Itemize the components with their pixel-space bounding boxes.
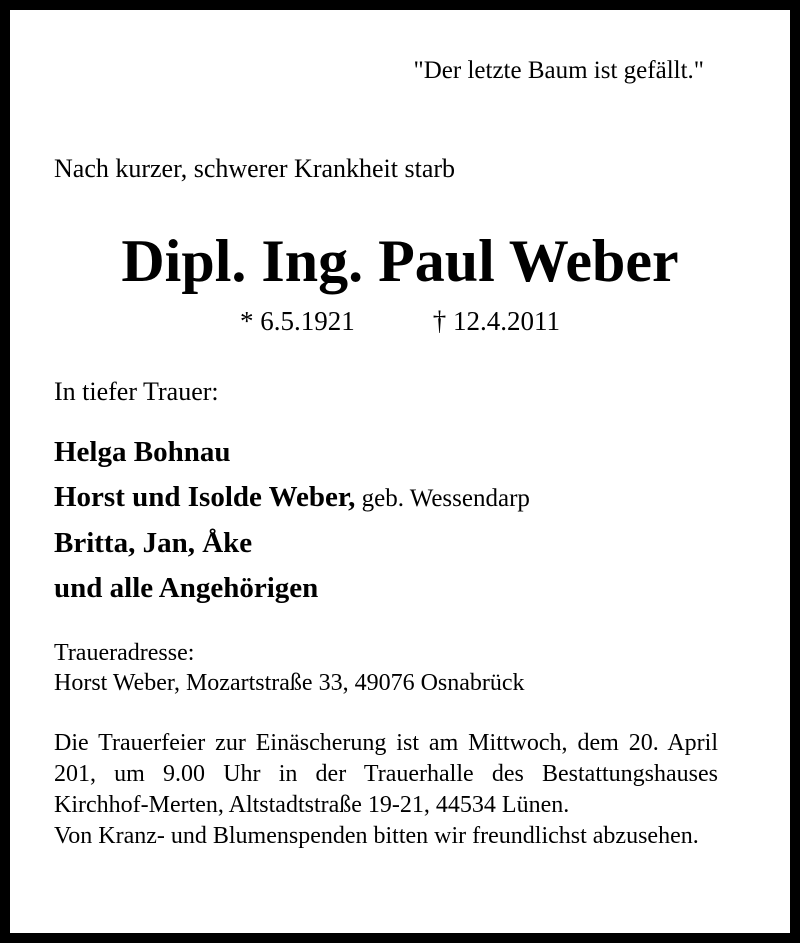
death-date: † 12.4.2011 [432,306,560,336]
family-line: Britta, Jan, Åke [54,527,253,559]
address-label: Traueradresse: [54,640,195,666]
quote: "Der letzte Baum ist gefällt." [413,57,704,84]
family-list [54,430,530,611]
deceased-name: Dipl. Ing. Paul Weber [121,228,679,294]
address: Horst Weber, Mozartstraße 33, 49076 Osnabrück [54,670,525,696]
intro-text: Nach kurzer, schwerer Krankheit starb [54,154,456,183]
birth-date: * 6.5.1921 [240,306,355,336]
maiden-name: geb. Wessendarp [355,485,530,512]
family-line [54,475,530,521]
flowers-text: Von Kranz- und Blumenspenden bitten wir freundlichst abzusehen. [54,823,699,849]
ceremony-text: Die Trauerfeier zur Einäscherung ist am Mittwoch, dem 20. April 201, um 9.00 Uhr in der Trauerhalle des Bestattungshauses Kirchhof-Merten, Altstadtstraße 19-21, 44534 Lünen. [54,730,718,818]
family-name: Horst und Isolde Weber, [54,481,356,513]
life-dates [10,306,790,337]
mourning-label: In tiefer Trauer: [54,377,219,406]
family-line: Helga Bohnau [54,436,231,468]
ceremony-info [54,728,718,852]
family-line: und alle Angehörigen [54,572,319,604]
